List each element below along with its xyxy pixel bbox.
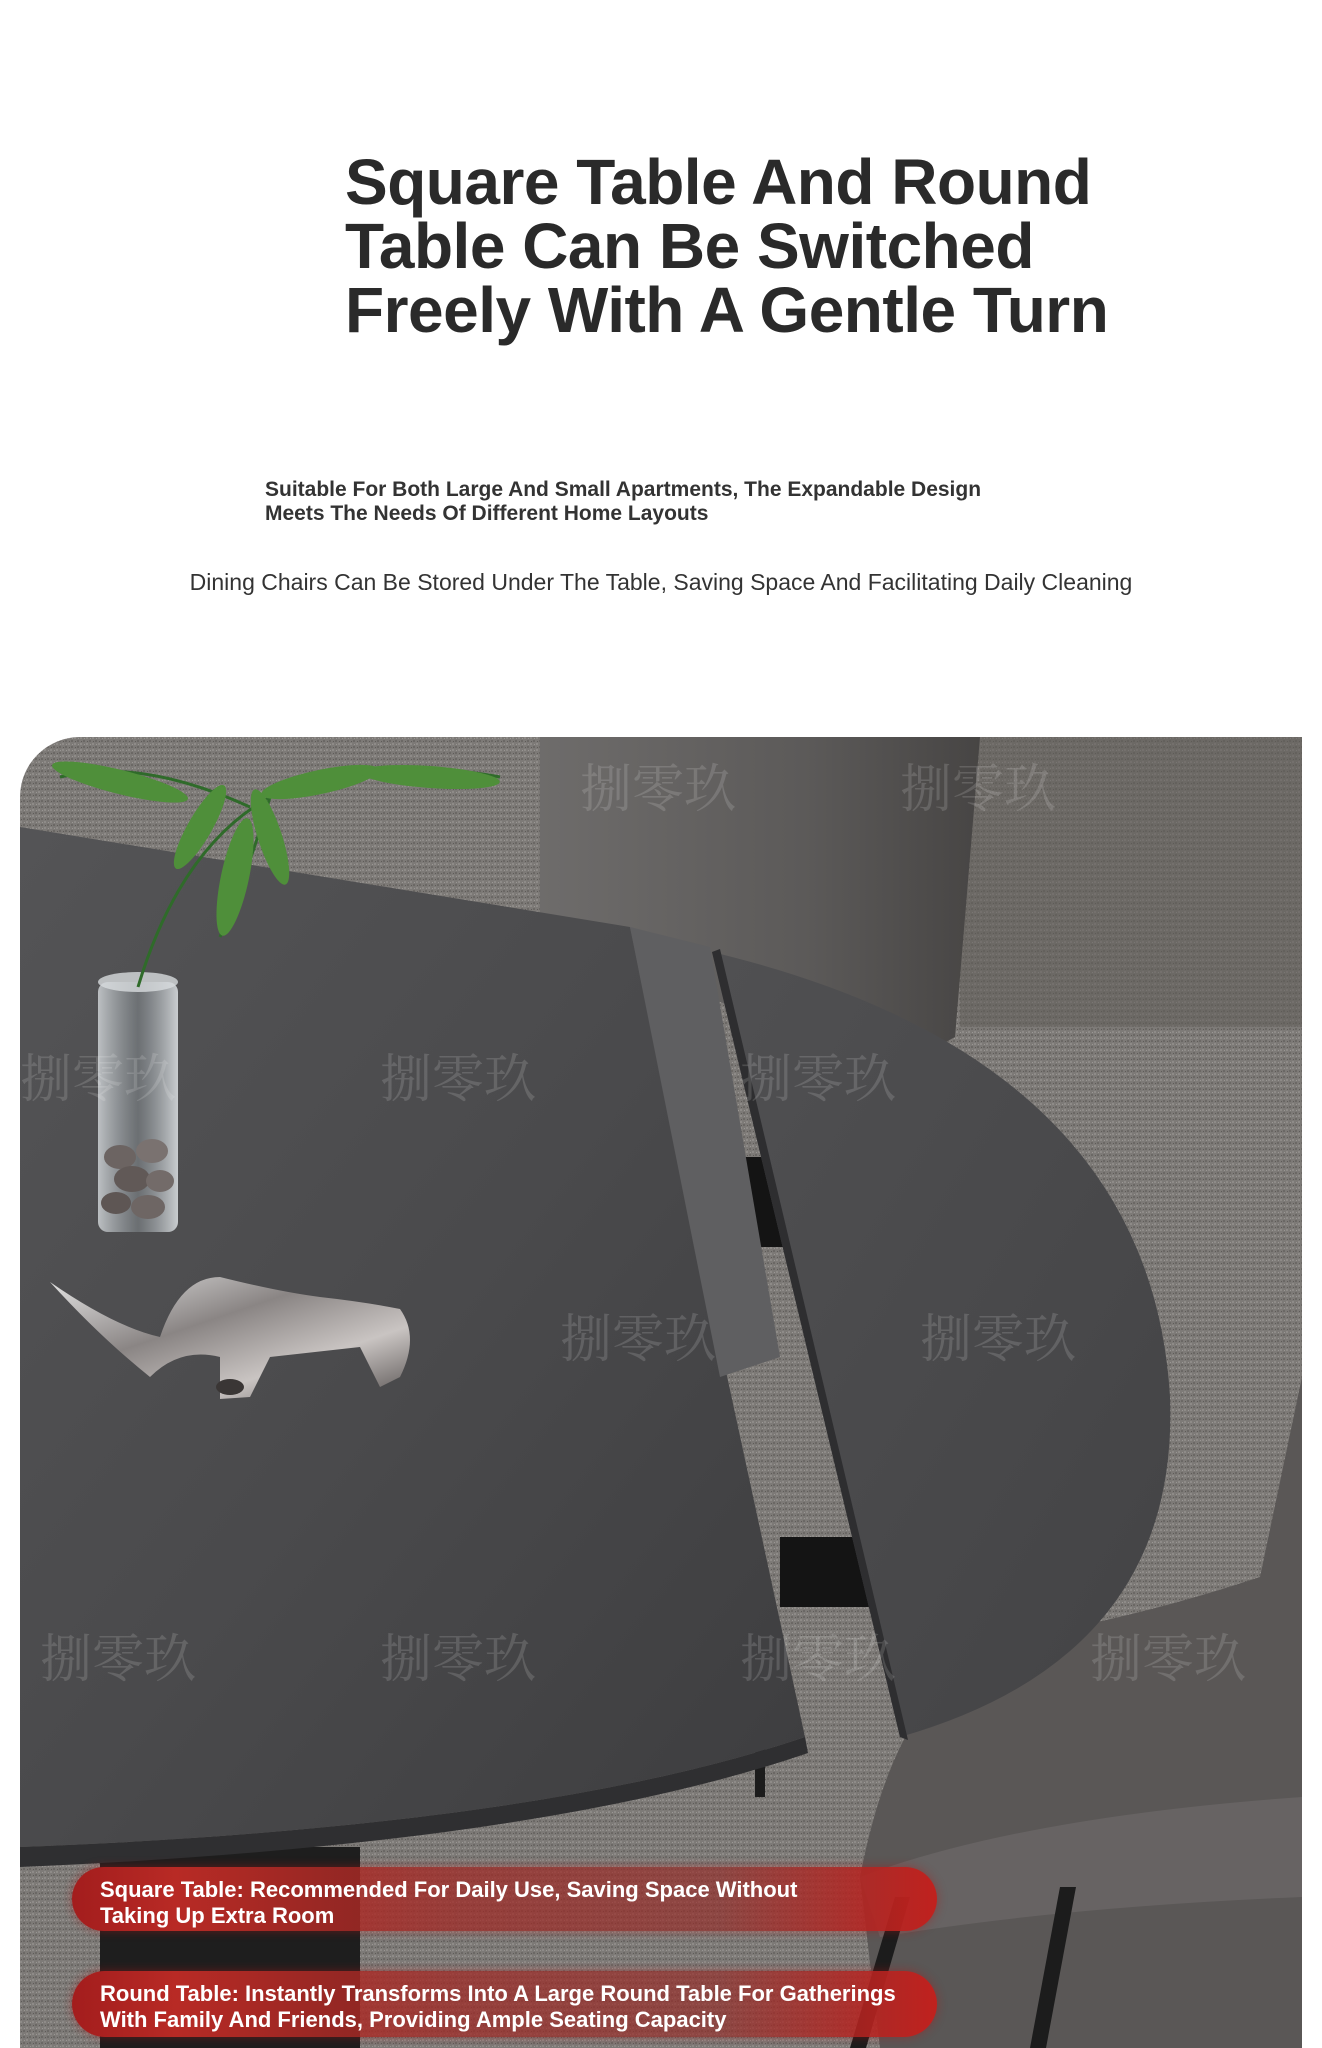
caption-square-table [72,1867,937,1931]
watermark-text: 捌零玖 [900,760,1057,820]
watermark-text: 捌零玖 [20,1050,177,1110]
watermark-text: 捌零玖 [740,1630,897,1690]
headline-line-2: Table Can Be Switched [345,210,1034,282]
caption-round-table [72,1971,937,2037]
headline-line-1: Square Table And Round [345,146,1092,218]
watermark-text: 捌零玖 [560,1310,717,1370]
watermark-text: 捌零玖 [40,1630,197,1690]
watermark-text: 捌零玖 [380,1050,537,1110]
watermark-text: 捌零玖 [380,1630,537,1690]
caption-round-table-line-1: Round Table: Instantly Transforms Into A Large Round Table For Gatherings [100,1981,896,2006]
product-photo [20,737,1302,2048]
subheadline [265,478,1085,526]
watermark-text: 捌零玖 [740,1050,897,1110]
subheadline-line-1: Suitable For Both Large And Small Apartments, The Expandable Design [265,478,982,501]
watermark-text: 捌零玖 [580,760,737,820]
product-photo-illustration [20,737,1302,2048]
subheadline-line-2: Meets The Needs Of Different Home Layouts [265,502,709,525]
caption-square-table-line-1: Square Table: Recommended For Daily Use, Saving Space Without [100,1877,798,1902]
watermark-text: 捌零玖 [920,1310,1077,1370]
feature-note: Dining Chairs Can Be Stored Under The Table, Saving Space And Facilitating Daily Cleaning [189,569,1133,595]
headline-line-3: Freely With A Gentle Turn [345,274,1109,346]
caption-round-table-line-2: With Family And Friends, Providing Ample Seating Capacity [100,2007,727,2032]
headline [345,146,1175,346]
caption-square-table-line-2: Taking Up Extra Room [100,1903,335,1928]
watermark-text: 捌零玖 [1090,1630,1247,1690]
